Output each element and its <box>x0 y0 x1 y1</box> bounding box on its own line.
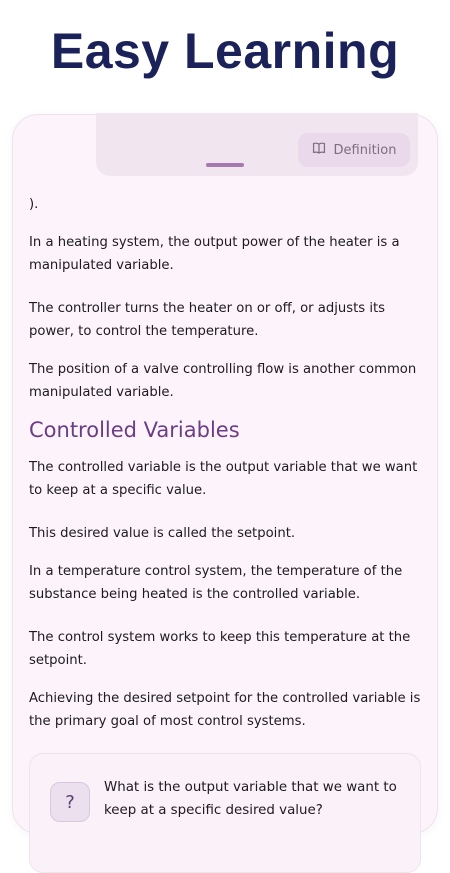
definition-label: Definition <box>333 142 397 158</box>
lesson-paragraph: Achieving the desired setpoint for the controlled variable is the primary goal of most control systems. <box>29 691 421 729</box>
lesson-paragraph: This desired value is called the setpoint. <box>29 526 296 541</box>
definition-sheet[interactable] <box>96 113 418 176</box>
lesson-paragraph: ). <box>29 197 39 212</box>
section-heading: Controlled Variables <box>29 418 240 442</box>
lesson-screen <box>12 114 438 834</box>
lesson-paragraph: The control system works to keep this temperature at the setpoint. <box>29 630 411 668</box>
quiz-question: What is the output variable that we want to keep at a specific desired value? <box>104 780 397 818</box>
lesson-paragraph: In a heating system, the output power of the heater is a manipulated variable. <box>29 235 400 273</box>
lesson-paragraph: The position of a valve controlling flow is another common manipulated variable. <box>29 362 417 400</box>
question-icon: ? <box>50 782 90 822</box>
book-icon <box>312 141 326 159</box>
quiz-card[interactable] <box>29 753 421 873</box>
hero-title: Easy Learning <box>50 23 400 79</box>
lesson-paragraph: In a temperature control system, the temperature of the substance being heated is the controlled variable. <box>29 564 403 602</box>
lesson-paragraph: The controlled variable is the output variable that we want to keep at a specific value. <box>29 460 418 498</box>
definition-button[interactable] <box>298 133 410 167</box>
drag-handle[interactable] <box>206 163 244 167</box>
lesson-paragraph: The controller turns the heater on or off, or adjusts its power, to control the temperature. <box>29 301 386 339</box>
lesson-content <box>29 193 427 733</box>
